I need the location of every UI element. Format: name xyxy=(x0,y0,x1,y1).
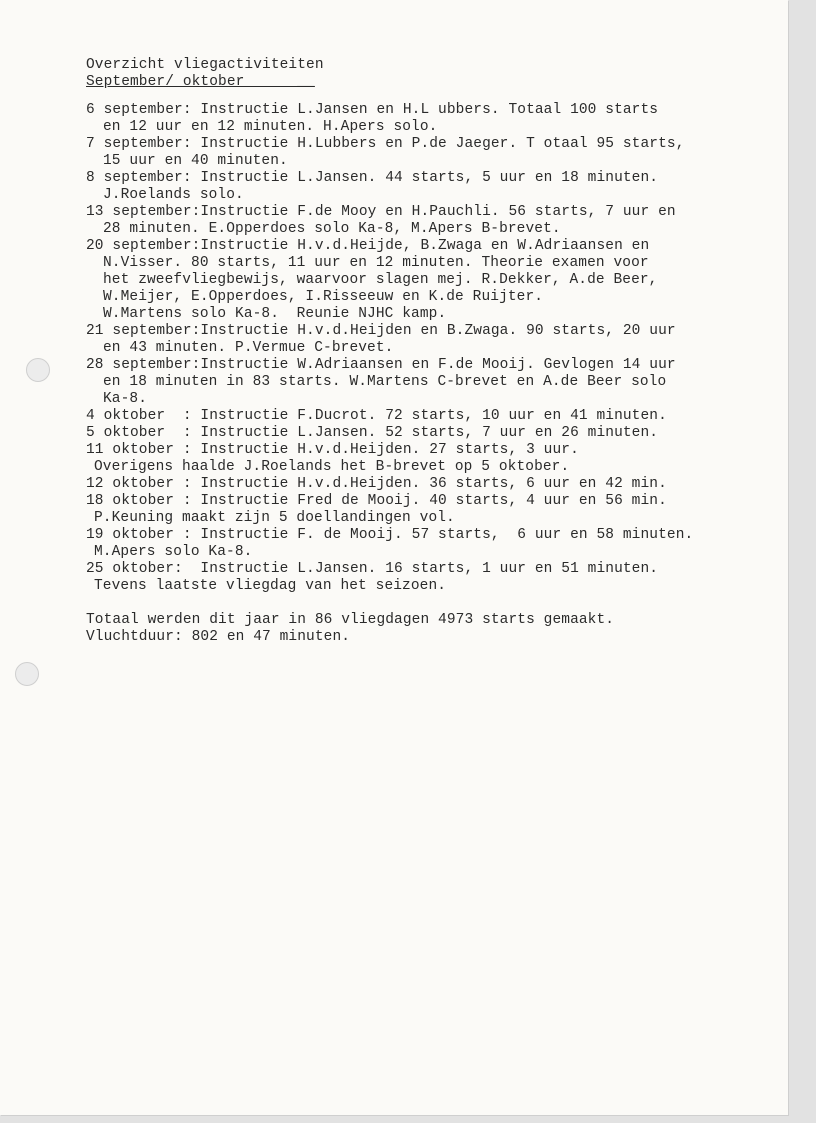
entry-first-line: 21 september:Instructie H.v.d.Heijden en B.Zwaga. 90 starts, 20 uur xyxy=(86,323,676,339)
entry-continuation-line: W.Meijer, E.Opperdoes, I.Risseeuw en K.de Ruijter. xyxy=(103,289,544,305)
entry-continuation-line: P.Keuning maakt zijn 5 doellandingen vol. xyxy=(94,510,455,526)
list-item xyxy=(86,357,693,408)
entry-continuation-line: 28 minuten. E.Opperdoes solo Ka-8, M.Apers B-brevet. xyxy=(103,221,561,237)
entry-first-line: 13 september:Instructie F.de Mooy en H.Pauchli. 56 starts, 7 uur en xyxy=(86,204,676,220)
entry-first-line: 25 oktober: Instructie L.Jansen. 16 starts, 1 uur en 51 minuten. xyxy=(86,561,659,577)
entry-first-line: 6 september: Instructie L.Jansen en H.L ubbers. Totaal 100 starts xyxy=(86,102,659,118)
entry-first-line: 19 oktober : Instructie F. de Mooij. 57 starts, 6 uur en 58 minuten. xyxy=(86,527,694,543)
document-subtitle: September/ oktober __ xyxy=(86,74,315,90)
entry-continuation-line: M.Apers solo Ka-8. xyxy=(94,544,253,560)
punch-hole xyxy=(26,358,50,382)
entry-continuation-line: J.Roelands solo. xyxy=(103,187,244,203)
list-item xyxy=(86,442,693,476)
entry-first-line: 20 september:Instructie H.v.d.Heijde, B.Zwaga en W.Adriaansen en xyxy=(86,238,650,254)
entries-list xyxy=(86,102,693,595)
duration-line: Vluchtduur: 802 en 47 minuten. xyxy=(86,629,351,645)
list-item xyxy=(86,493,693,527)
list-item xyxy=(86,238,693,323)
list-item xyxy=(86,408,693,425)
list-item xyxy=(86,323,693,357)
spacer xyxy=(86,595,693,612)
list-item xyxy=(86,476,693,493)
list-item xyxy=(86,102,693,136)
entry-first-line: 8 september: Instructie L.Jansen. 44 starts, 5 uur en 18 minuten. xyxy=(86,170,659,186)
entry-continuation-line: 15 uur en 40 minuten. xyxy=(103,153,288,169)
entry-continuation-line: Ka-8. xyxy=(103,391,148,407)
entry-first-line: 11 oktober : Instructie H.v.d.Heijden. 27 starts, 3 uur. xyxy=(86,442,579,458)
punch-hole xyxy=(15,662,39,686)
total-line: Totaal werden dit jaar in 86 vliegdagen 4973 starts gemaakt. xyxy=(86,612,615,628)
entry-continuation-line: en 12 uur en 12 minuten. H.Apers solo. xyxy=(103,119,438,135)
entry-continuation-line: Overigens haalde J.Roelands het B-brevet op 5 oktober. xyxy=(94,459,570,475)
list-item xyxy=(86,170,693,204)
entry-continuation-line: en 43 minuten. P.Vermue C-brevet. xyxy=(103,340,394,356)
list-item xyxy=(86,425,693,442)
list-item xyxy=(86,204,693,238)
entry-continuation-line: N.Visser. 80 starts, 11 uur en 12 minuten. Theorie examen voor xyxy=(103,255,649,271)
entry-continuation-line: Tevens laatste vliegdag van het seizoen. xyxy=(94,578,447,594)
entry-first-line: 28 september:Instructie W.Adriaansen en F.de Mooij. Gevlogen 14 uur xyxy=(86,357,676,373)
entry-continuation-line: en 18 minuten in 83 starts. W.Martens C-brevet en A.de Beer solo xyxy=(103,374,667,390)
entry-first-line: 12 oktober : Instructie H.v.d.Heijden. 36 starts, 6 uur en 42 min. xyxy=(86,476,667,492)
document-title: Overzicht vliegactiviteiten xyxy=(86,57,324,73)
list-item xyxy=(86,561,693,595)
entry-first-line: 5 oktober : Instructie L.Jansen. 52 starts, 7 uur en 26 minuten. xyxy=(86,425,659,441)
entry-continuation-line: W.Martens solo Ka-8. Reunie NJHC kamp. xyxy=(103,306,447,322)
entry-first-line: 4 oktober : Instructie F.Ducrot. 72 starts, 10 uur en 41 minuten. xyxy=(86,408,667,424)
entry-first-line: 7 september: Instructie H.Lubbers en P.de Jaeger. T otaal 95 starts, xyxy=(86,136,685,152)
list-item xyxy=(86,136,693,170)
list-item xyxy=(86,527,693,561)
entry-first-line: 18 oktober : Instructie Fred de Mooij. 40 starts, 4 uur en 56 min. xyxy=(86,493,667,509)
typed-document xyxy=(86,57,693,646)
entry-continuation-line: het zweefvliegbewijs, waarvoor slagen mej. R.Dekker, A.de Beer, xyxy=(103,272,658,288)
